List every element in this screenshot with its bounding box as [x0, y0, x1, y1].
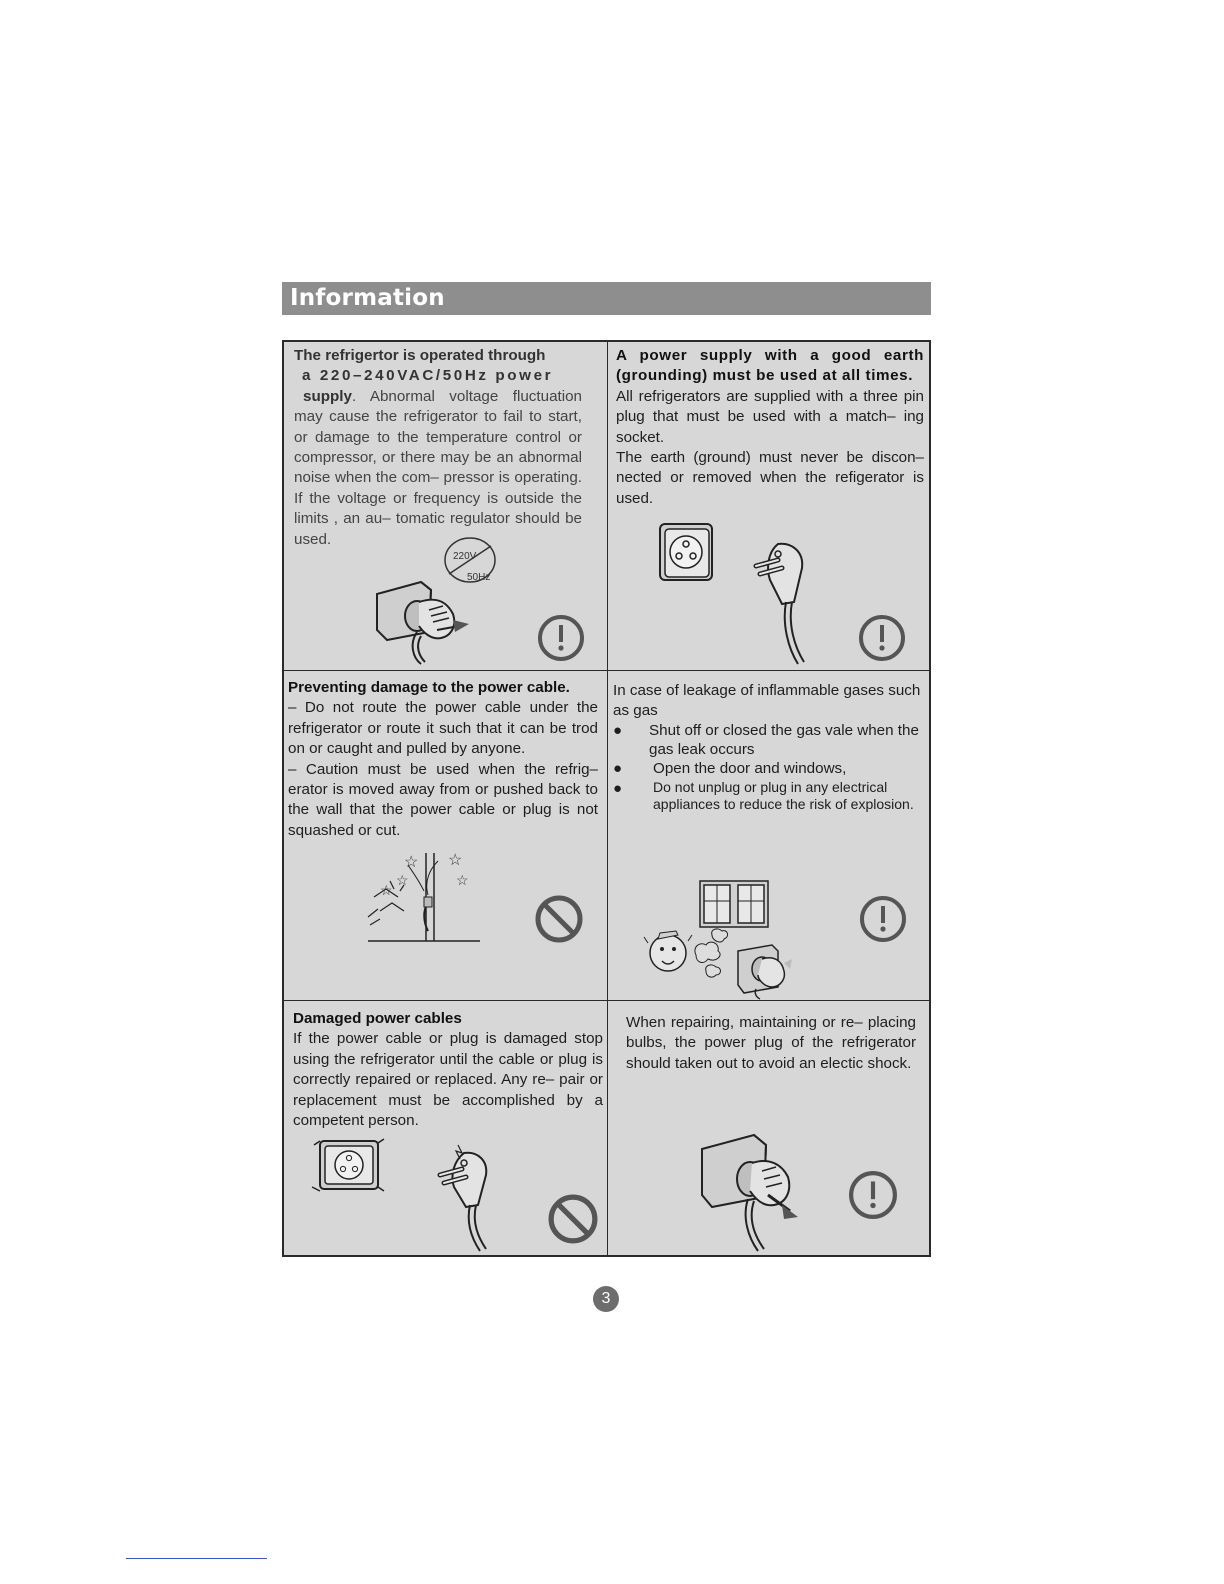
damaged-cables-text	[293, 1009, 603, 1131]
cable-damage-body-1: – Do not route the power cable under the refrigerator or route it such that it can be trod on or caught and pulled by anyone.	[288, 699, 598, 758]
cell-damaged-cables	[284, 1001, 608, 1255]
cell-bulbs	[608, 1001, 929, 1255]
power-supply-bold-3: supply	[303, 387, 352, 405]
power-supply-bold-1: The refrigertor is operated through	[294, 347, 546, 364]
cable-damage-bold: Preventing damage to the power cable.	[288, 679, 570, 696]
cell-gas-leak	[608, 671, 929, 1001]
warning-icon	[848, 1170, 898, 1220]
gas-leak-bullet	[613, 779, 925, 813]
cable-damage-body-2: – Caution must be used when the refrig– erator is moved away from or pushed back to the wall that the power cable or plug is not squashed or cut.	[288, 760, 598, 839]
power-supply-text	[294, 346, 582, 550]
gas-leak-bullet-text: Shut off or closed the gas vale when the gas leak occurs	[649, 722, 919, 758]
gas-leak-text	[613, 681, 925, 813]
cable-damage-text	[288, 678, 598, 841]
gas-leak-illustration	[644, 879, 794, 997]
earth-text	[616, 346, 924, 509]
unplug-illustration	[696, 1125, 826, 1253]
earth-body-1: All refrigerators are supplied with a three pin plug that must be used with a match– ing socket.	[616, 387, 924, 446]
cell-earth	[608, 342, 929, 671]
cell-cable-damage	[284, 671, 608, 1001]
damaged-cables-body: If the power cable or plug is damaged stop using the refrigerator until the cable or plug is correctly repaired or replaced. Any re– pair or replacement must be accomplished by a competent person.	[293, 1030, 603, 1130]
gas-leak-bullet	[613, 759, 925, 779]
voltage-label: 220V	[453, 551, 477, 562]
gas-leak-bullet-text: Do not unplug or plug in any electrical appliances to reduce the risk of explosion.	[653, 779, 914, 813]
plug-socket-illustration	[369, 532, 499, 662]
footer-rule	[126, 1558, 267, 1559]
damaged-socket-plug-illustration	[312, 1139, 502, 1251]
svg-text:☆: ☆	[456, 872, 469, 888]
damaged-cables-bold: Damaged power cables	[293, 1010, 462, 1027]
warning-icon	[859, 895, 907, 943]
gas-leak-intro: In case of leakage of inflammable gases such as gas	[613, 682, 921, 719]
section-header	[282, 282, 931, 315]
power-supply-body: . Abnormal voltage fluctuation may cause the refrigerator to fail to start, or damage to the temperature control or compressor, or there may be an abnormal noise when the com– pressor is operating. If the voltage or frequency is outside the limits , an au– tomatic regulator should be used.	[294, 387, 582, 548]
power-supply-bold-2: a 220–240VAC/50Hz power	[302, 367, 554, 385]
prohibited-icon	[548, 1194, 598, 1244]
svg-text:☆: ☆	[396, 872, 409, 888]
socket-and-plug-illustration	[658, 524, 828, 664]
svg-text:☆: ☆	[404, 854, 419, 871]
gas-leak-bullet-text: Open the door and windows,	[653, 760, 847, 777]
bulbs-text	[626, 1013, 916, 1074]
svg-text:☆: ☆	[448, 852, 463, 869]
warning-icon	[858, 614, 906, 662]
svg-text:☆: ☆	[380, 882, 393, 898]
page-number: 3	[593, 1286, 619, 1312]
info-grid	[282, 340, 931, 1257]
bulbs-body: When repairing, maintaining or re– placing bulbs, the power plug of the refrigerator should taken out to avoid an electic shock.	[626, 1014, 916, 1072]
cell-power-supply	[284, 342, 608, 671]
gas-leak-bullet	[613, 721, 925, 759]
earth-body-2: The earth (ground) must never be discon– nected or removed when the refigerator is used.	[616, 449, 924, 507]
cable-trip-illustration	[364, 851, 484, 947]
frequency-label: 50Hz	[467, 572, 491, 583]
prohibited-icon	[535, 895, 583, 943]
warning-icon	[537, 614, 585, 662]
section-title: Information	[290, 285, 445, 311]
earth-bold: A power supply with a good earth (grounding) must be used at all times.	[616, 347, 924, 385]
